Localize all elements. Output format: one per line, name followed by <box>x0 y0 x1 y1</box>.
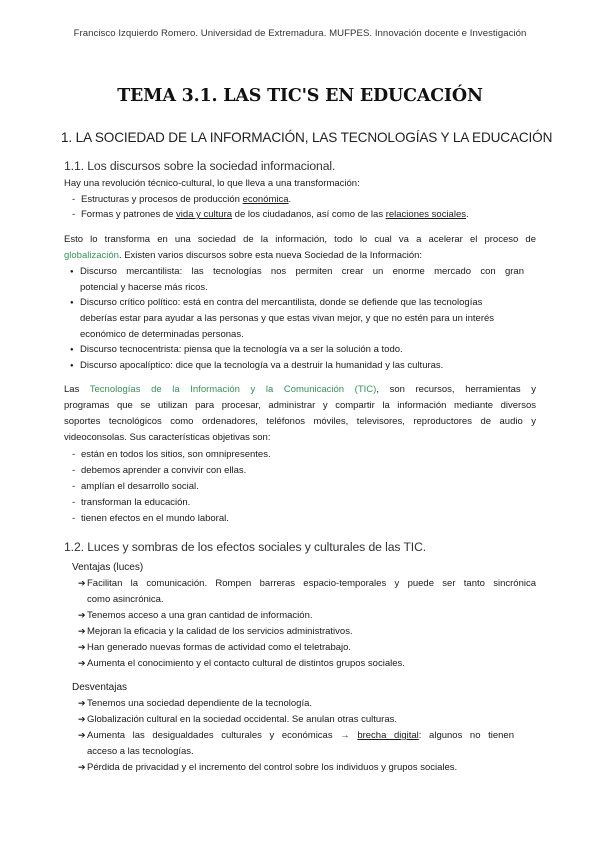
list-item: Discurso crítico político: está en contra del mercantilista, donde se defiende que las tecnologías <box>80 297 483 308</box>
arrow-icon: ➔ <box>78 730 86 740</box>
list-item: están en todos los sitios, son omnipresentes. <box>81 449 271 460</box>
paragraph-tic: Las Tecnologías de la Información y la Comunicación (TIC), son recursos, herramientas y <box>64 384 536 395</box>
list-item: tienen efectos en el mundo laboral. <box>81 513 229 524</box>
paragraph-tic-line: soportes tecnológicos como ordenadores, teléfonos móviles, televisores, reproductores de audio y <box>64 416 536 427</box>
dash-marker: - <box>72 194 76 205</box>
list-item: Estructuras y procesos de producción económica. <box>81 194 292 205</box>
dash-marker: - <box>72 449 76 460</box>
paragraph-globalizacion: Esto lo transforma en una sociedad de la información, todo lo cual va a acelerar el proceso de <box>64 234 536 245</box>
list-item: acceso a las tecnologías. <box>87 746 194 757</box>
brecha-digital-term: brecha digital <box>357 730 419 741</box>
arrow-icon: ➔ <box>78 714 86 724</box>
list-item: Mejoran la eficacia y la calidad de los servicios administrativos. <box>87 626 353 637</box>
list-item: Aumenta las desigualdades culturales y económicas → brecha digital: algunos no tienen <box>87 730 514 741</box>
arrow-icon: ➔ <box>78 626 86 636</box>
subsection-heading-1-1: 1.1. Los discursos sobre la sociedad informacional. <box>64 159 336 173</box>
paragraph-tic-line: videoconsolas. Sus características objetivas son: <box>64 432 271 443</box>
arrow-icon: ➔ <box>78 642 86 652</box>
list-item: Tenemos acceso a una gran cantidad de información. <box>87 610 313 621</box>
list-item: como asincrónica. <box>87 594 164 605</box>
list-item: Aumenta el conocimiento y el contacto cultural de distintos grupos sociales. <box>87 658 405 669</box>
arrow-icon: ➔ <box>78 698 86 708</box>
page-header: Francisco Izquierdo Romero. Universidad de Extremadura. MUFPES. Innovación docente e Investigación <box>73 28 527 39</box>
arrow-icon: ➔ <box>78 762 86 772</box>
list-item: deberías estar para ayudar a las personas y que estas vivan mejor, y que no estén para un interés <box>80 313 495 324</box>
list-item: debemos aprender a convivir con ellas. <box>81 465 247 476</box>
list-item: transforman la educación. <box>81 497 191 508</box>
list-item: Facilitan la comunicación. Rompen barreras espacio-temporales y puede ser tanto sincrónica <box>87 578 536 589</box>
bullet-marker: ● <box>70 269 74 275</box>
bullet-marker: ● <box>70 347 74 353</box>
tic-term: Tecnologías de la Información y la Comunicación (TIC) <box>89 384 377 395</box>
list-item: Formas y patrones de vida y cultura de los ciudadanos, así como de las relaciones sociales. <box>81 209 469 220</box>
subsection-heading-1-2: 1.2. Luces y sombras de los efectos sociales y culturales de las TIC. <box>64 540 427 554</box>
list-item: Pérdida de privacidad y el incremento del control sobre los individuos y grupos sociales. <box>87 762 458 773</box>
dash-marker: - <box>72 465 76 476</box>
list-item: Tenemos una sociedad dependiente de la tecnología. <box>87 698 313 709</box>
dash-marker: - <box>72 481 76 492</box>
page-title: TEMA 3.1. LAS TIC'S EN EDUCACIÓN <box>117 86 483 106</box>
paragraph-globalizacion-cont: globalización. Existen varios discursos sobre esta nueva Sociedad de la Información: <box>64 250 423 261</box>
desventajas-title: Desventajas <box>72 682 128 693</box>
section-heading-1: 1. LA SOCIEDAD DE LA INFORMACIÓN, LAS TECNOLOGÍAS Y LA EDUCACIÓN <box>61 130 553 145</box>
paragraph-tic-line: programas que se utilizan para procesar, administrar y compartir la información mediante diversos <box>64 400 536 411</box>
dash-marker: - <box>72 497 76 508</box>
arrow-icon: ➔ <box>78 578 86 588</box>
list-item: Han generado nuevas formas de actividad como el teletrabajo. <box>87 642 352 653</box>
dash-marker: - <box>72 209 76 220</box>
list-item: Discurso mercantilista: las tecnologías nos permiten crear un enorme mercado con gran <box>80 266 524 277</box>
list-item: potencial y hacerse más ricos. <box>80 282 208 293</box>
arrow-icon: ➔ <box>78 658 86 668</box>
list-item: Globalización cultural en la sociedad occidental. Se anulan otras culturas. <box>87 714 397 725</box>
globalizacion-term: globalización <box>64 250 119 261</box>
bullet-marker: ● <box>70 363 74 369</box>
list-item: amplían el desarrollo social. <box>81 481 199 492</box>
list-item: Discurso apocalíptico: dice que la tecnología va a destruir la humanidad y las culturas. <box>80 360 444 371</box>
paragraph-transformacion: Hay una revolución técnico-cultural, lo que lleva a una transformación: <box>64 178 360 189</box>
list-item: Discurso tecnocentrista: piensa que la tecnología va a ser la solución a todo. <box>80 344 403 355</box>
dash-marker: - <box>72 513 76 524</box>
arrow-icon: ➔ <box>78 610 86 620</box>
bullet-marker: ● <box>70 300 74 306</box>
ventajas-title: Ventajas (luces) <box>72 562 144 573</box>
list-item: económico de determinadas personas. <box>80 329 244 340</box>
